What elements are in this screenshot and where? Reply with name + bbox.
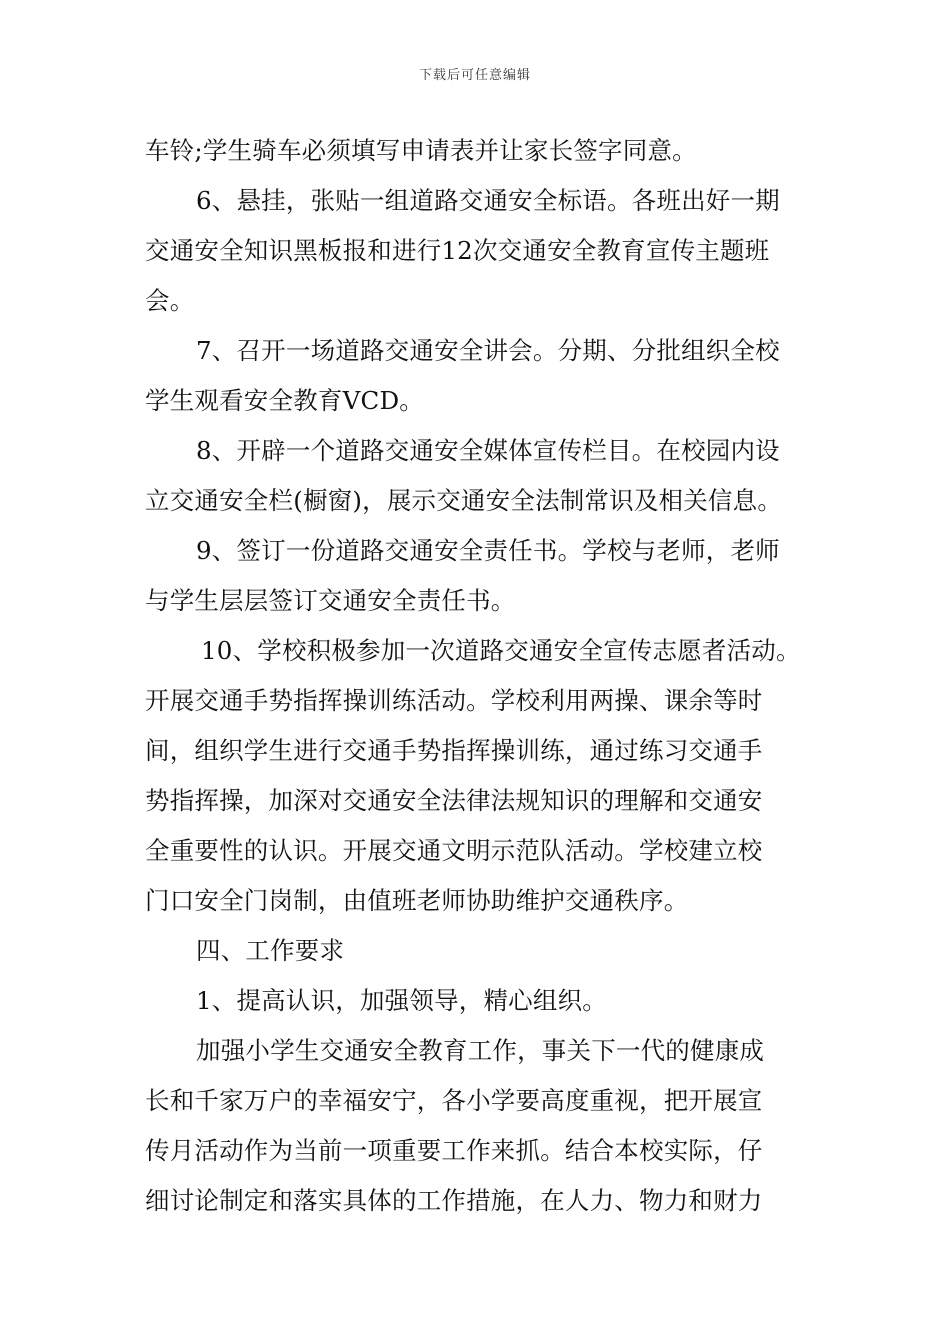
text-line: 全重要性的认识。开展交通文明示范队活动。学校建立校 — [145, 836, 763, 865]
text-line: 9、签订一份道路交通安全责任书。学校与老师，老师 — [196, 536, 780, 565]
text-line: 门口安全门岗制，由值班老师协助维护交通秩序。 — [145, 886, 689, 915]
document-body — [145, 126, 813, 1226]
text-line: 与学生层层签订交通安全责任书。 — [145, 586, 516, 615]
section-heading: 四、工作要求 — [196, 936, 345, 965]
text-line: 会。 — [145, 286, 195, 315]
text-line: 车铃;学生骑车必须填写申请表并让家长签字同意。 — [145, 136, 697, 165]
text-line: 间，组织学生进行交通手势指挥操训练，通过练习交通手 — [145, 736, 763, 765]
text-line: 1、提高认识，加强领导，精心组织。 — [196, 986, 607, 1015]
page-header: 下载后可任意编辑 — [418, 68, 531, 83]
text-line: 加强小学生交通安全教育工作，事关下一代的健康成 — [196, 1036, 765, 1065]
text-line: 7、召开一场道路交通安全讲会。分期、分批组织全校 — [196, 336, 780, 365]
text-line: 细讨论制定和落实具体的工作措施，在人力、物力和财力 — [145, 1186, 763, 1215]
text-line: 学生观看安全教育VCD。 — [145, 386, 424, 415]
text-line: 立交通安全栏(橱窗)，展示交通安全法制常识及相关信息。 — [145, 486, 783, 515]
text-line: 10、学校积极参加一次道路交通安全宣传志愿者活动。 — [201, 636, 801, 665]
text-line: 势指挥操，加深对交通安全法律法规知识的理解和交通安 — [145, 786, 763, 815]
text-line: 长和千家万户的幸福安宁，各小学要高度重视，把开展宣 — [145, 1086, 763, 1115]
text-line: 开展交通手势指挥操训练活动。学校利用两操、课余等时 — [145, 686, 763, 715]
text-line: 8、开辟一个道路交通安全媒体宣传栏目。在校园内设 — [196, 436, 780, 465]
text-line: 交通安全知识黑板报和进行12次交通安全教育宣传主题班 — [145, 236, 770, 265]
text-line: 传月活动作为当前一项重要工作来抓。结合本校实际，仔 — [145, 1136, 763, 1165]
text-line: 6、悬挂，张贴一组道路交通安全标语。各班出好一期 — [196, 186, 780, 215]
